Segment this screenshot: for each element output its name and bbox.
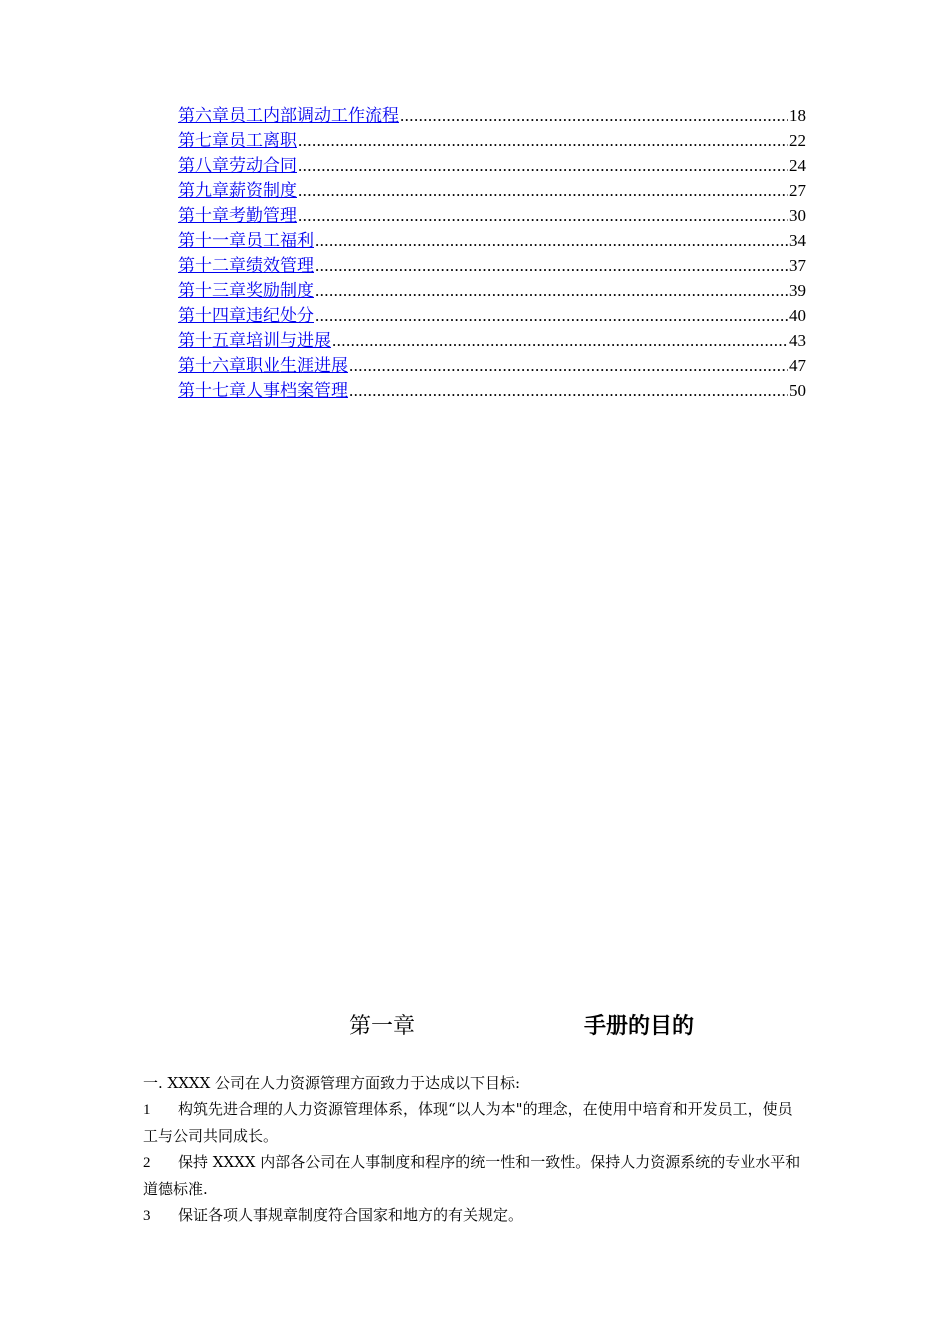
toc-link[interactable]: 第十章考勤管理 xyxy=(178,206,297,226)
toc-entry[interactable] xyxy=(178,128,806,153)
list-item-number: 2 xyxy=(143,1155,151,1171)
toc-leader-dots xyxy=(349,378,788,403)
toc-leader-dots xyxy=(315,253,788,278)
toc-leader-dots xyxy=(349,353,788,378)
chapter-number: 第一章 xyxy=(349,1014,416,1039)
toc-link[interactable]: 第十三章奖励制度 xyxy=(178,281,314,301)
toc-page-number: 30 xyxy=(789,206,806,225)
toc-entry[interactable] xyxy=(178,203,806,228)
list-item-number: 3 xyxy=(143,1208,151,1224)
toc-page-number: 39 xyxy=(789,281,806,300)
table-of-contents xyxy=(178,103,806,403)
toc-entry[interactable] xyxy=(178,353,806,378)
toc-leader-dots xyxy=(298,178,788,203)
toc-entry[interactable] xyxy=(178,178,806,203)
chapter-title: 手册的目的 xyxy=(584,1014,695,1039)
toc-leader-dots xyxy=(298,203,788,228)
intro-text: 一. XXXX 公司在人力资源管理方面致力于达成以下目标: xyxy=(143,1074,521,1092)
toc-leader-dots xyxy=(315,303,788,328)
toc-page-number: 37 xyxy=(789,256,806,275)
toc-link[interactable]: 第十二章绩效管理 xyxy=(178,256,314,276)
toc-page-number: 50 xyxy=(789,381,806,400)
toc-link[interactable]: 第八章劳动合同 xyxy=(178,156,297,176)
toc-page-number: 27 xyxy=(789,181,806,200)
toc-leader-dots xyxy=(298,128,788,153)
toc-leader-dots xyxy=(400,103,788,128)
list-item-text: 构筑先进合理的人力资源管理体系，体现“以人为本"的理念，在使用中培育和开发员工，使员工与公司共同成长。 xyxy=(143,1100,793,1145)
toc-page-number: 43 xyxy=(789,331,806,350)
toc-page-number: 24 xyxy=(789,156,806,175)
toc-entry[interactable] xyxy=(178,228,806,253)
toc-entry[interactable] xyxy=(178,153,806,178)
toc-leader-dots xyxy=(298,153,788,178)
toc-link[interactable]: 第十一章员工福利 xyxy=(178,231,314,251)
toc-page-number: 47 xyxy=(789,356,806,375)
toc-leader-dots xyxy=(315,278,788,303)
toc-link[interactable]: 第十七章人事档案管理 xyxy=(178,381,348,401)
toc-link[interactable]: 第十六章职业生涯进展 xyxy=(178,356,348,376)
toc-link[interactable]: 第六章员工内部调动工作流程 xyxy=(178,106,399,126)
chapter-heading xyxy=(0,1010,950,1044)
intro-paragraph xyxy=(143,1070,806,1096)
toc-link[interactable]: 第七章员工离职 xyxy=(178,131,297,151)
toc-entry[interactable] xyxy=(178,278,806,303)
toc-page-number: 18 xyxy=(789,106,806,125)
toc-page-number: 34 xyxy=(789,231,806,250)
list-item-number: 1 xyxy=(143,1102,151,1118)
list-item xyxy=(143,1202,806,1229)
list-item xyxy=(143,1096,806,1149)
toc-page-number: 22 xyxy=(789,131,806,150)
toc-link[interactable]: 第九章薪资制度 xyxy=(178,181,297,201)
toc-link[interactable]: 第十四章违纪处分 xyxy=(178,306,314,326)
toc-leader-dots xyxy=(332,328,788,353)
toc-entry[interactable] xyxy=(178,103,806,128)
list-item xyxy=(143,1149,806,1202)
toc-entry[interactable] xyxy=(178,303,806,328)
chapter-body xyxy=(143,1070,806,1229)
toc-entry[interactable] xyxy=(178,378,806,403)
list-item-text: 保证各项人事规章制度符合国家和地方的有关规定。 xyxy=(178,1206,524,1224)
toc-leader-dots xyxy=(315,228,788,253)
toc-entry[interactable] xyxy=(178,253,806,278)
toc-entry[interactable] xyxy=(178,328,806,353)
list-item-text: 保持 XXXX 内部各公司在人事制度和程序的统一性和一致性。保持人力资源系统的专业水平和道德标准. xyxy=(143,1153,801,1198)
toc-page-number: 40 xyxy=(789,306,806,325)
toc-link[interactable]: 第十五章培训与进展 xyxy=(178,331,331,351)
